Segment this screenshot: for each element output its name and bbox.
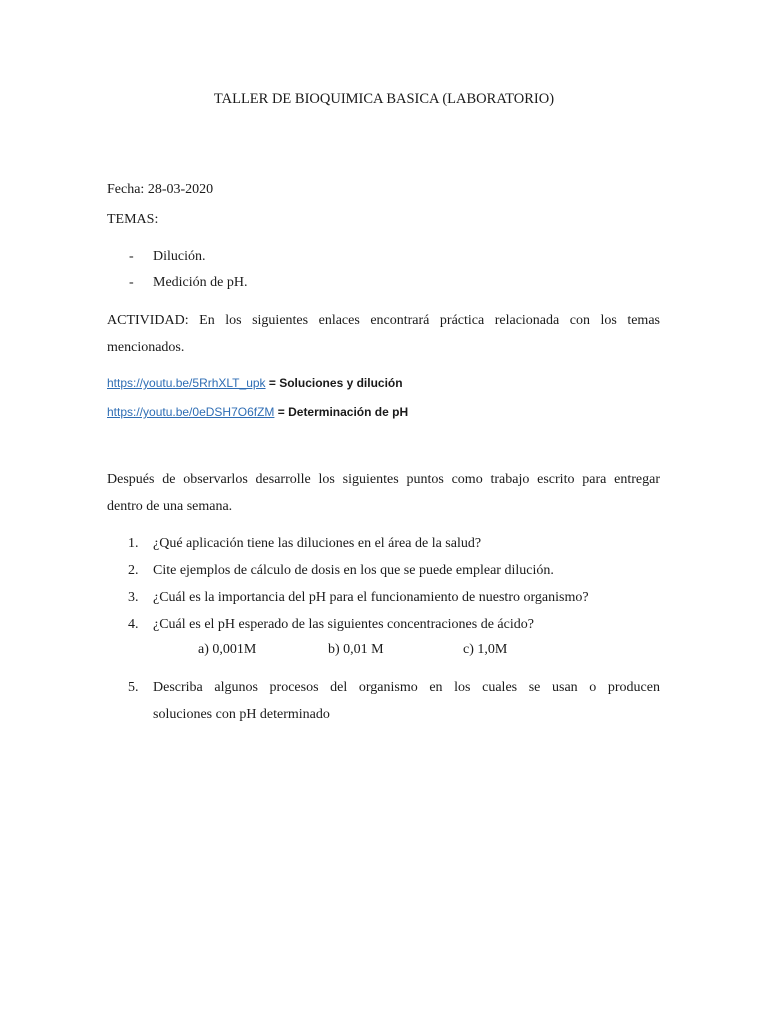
- topics-heading: TEMAS:: [107, 212, 159, 227]
- instructions-paragraph: [107, 466, 660, 493]
- activity-line-1: ACTIVIDAD: En los siguientes enlaces encontrará práctica relacionada con los temas: [107, 313, 660, 328]
- document-title: TALLER DE BIOQUIMICA BASICA (LABORATORIO): [213, 91, 555, 107]
- question-number: 5.: [128, 680, 139, 695]
- option-a: a) 0,001M: [198, 642, 257, 657]
- topic-bullet: -: [129, 275, 134, 290]
- question-5-line-1: Describa algunos procesos del organismo en los cuales se usan o producen: [153, 680, 660, 695]
- question-number: 3.: [128, 590, 139, 605]
- topic-bullet: -: [129, 249, 134, 264]
- link-description: = Soluciones y dilución: [265, 376, 403, 390]
- activity-paragraph: [107, 307, 660, 334]
- topic-item-ph: Medición de pH.: [153, 275, 248, 290]
- question-5: [153, 674, 660, 701]
- link-description: = Determinación de pH: [274, 405, 409, 419]
- question-3: ¿Cuál es la importancia del pH para el funcionamiento de nuestro organismo?: [153, 590, 589, 605]
- question-number: 1.: [128, 536, 139, 551]
- question-5-line-2: soluciones con pH determinado: [153, 707, 330, 722]
- link-soluciones-dilucion[interactable]: https://youtu.be/5RrhXLT_upk: [107, 376, 266, 390]
- question-number: 4.: [128, 617, 139, 632]
- link-row-1: [107, 376, 403, 392]
- question-number: 2.: [128, 563, 139, 578]
- option-c: c) 1,0M: [463, 642, 508, 657]
- question-2: Cite ejemplos de cálculo de dosis en los que se puede emplear dilución.: [153, 563, 554, 578]
- activity-line-2: mencionados.: [107, 340, 185, 355]
- topic-item-dilucion: Dilución.: [153, 249, 206, 264]
- instructions-line-2: dentro de una semana.: [107, 499, 233, 514]
- link-determinacion-ph[interactable]: https://youtu.be/0eDSH7O6fZM: [107, 405, 275, 419]
- link-row-2: [107, 405, 408, 421]
- question-4: ¿Cuál es el pH esperado de las siguientes concentraciones de ácido?: [153, 617, 534, 632]
- instructions-line-1: Después de observarlos desarrolle los siguientes puntos como trabajo escrito para entregar: [107, 472, 660, 487]
- option-b: b) 0,01 M: [328, 642, 384, 657]
- date-line: Fecha: 28-03-2020: [107, 182, 214, 197]
- question-1: ¿Qué aplicación tiene las diluciones en el área de la salud?: [153, 536, 482, 551]
